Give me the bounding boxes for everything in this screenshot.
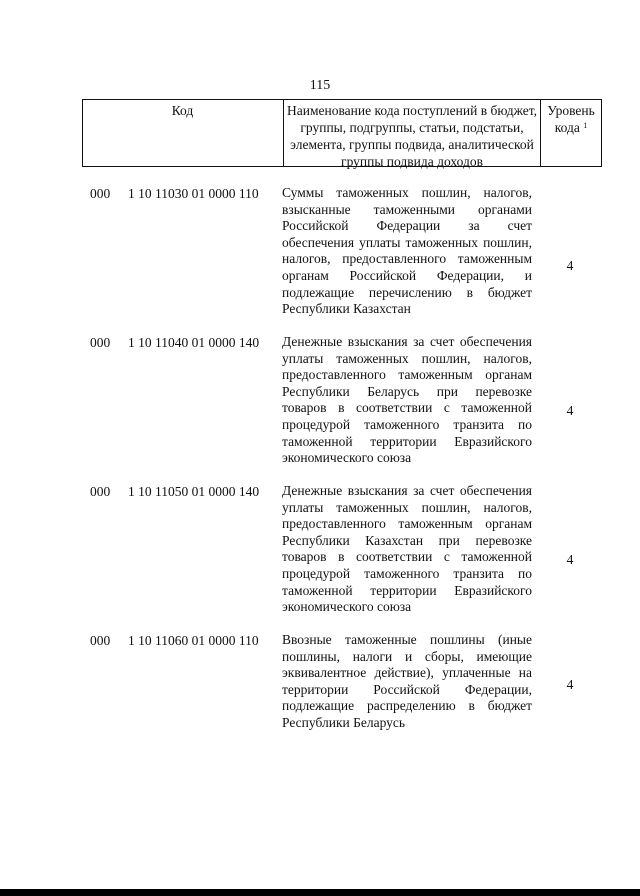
- admin-code: 000: [90, 484, 111, 499]
- scan-edge: [0, 889, 640, 896]
- code-level: 4: [566, 677, 574, 692]
- footnote-marker: 1: [583, 121, 588, 130]
- admin-code: 000: [90, 633, 111, 648]
- code-level: 4: [566, 403, 574, 418]
- table-header: [82, 99, 602, 167]
- code-level: 4: [566, 258, 574, 273]
- header-level-label: Уровень кода: [547, 103, 595, 135]
- income-name: Денежные взыскания за счет обеспечения уплаты таможенных пошлин, налогов, предоставленного таможенным органам Республики Казахстан при перевозке товаров в соответствии с таможенной процедурой таможенного транзита по таможенной территории Евразийского экономического союза: [282, 483, 532, 615]
- income-code: 1 10 11030 01 0000 110: [128, 186, 259, 201]
- code-level: 4: [566, 552, 574, 567]
- income-name: Ввозные таможенные пошлины (иные пошлины, налоги и сборы, имеющие эквивалентное действие), уплаченные на территории Российской Федерации, подлежащие распределению в бюджет Республики Беларусь: [282, 632, 532, 730]
- admin-code: 000: [90, 335, 111, 350]
- header-level: [541, 102, 601, 136]
- income-name: Денежные взыскания за счет обеспечения уплаты таможенных пошлин, налогов, предоставленного таможенным органам Республики Беларусь при перевозке товаров в соответствии с таможенной процедурой таможенного транзита по таможенной территории Евразийского экономического союза: [282, 334, 532, 466]
- header-code: Код: [171, 103, 194, 118]
- income-code: 1 10 11060 01 0000 110: [128, 633, 259, 648]
- admin-code: 000: [90, 186, 111, 201]
- header-name: Наименование кода поступлений в бюджет, группы, подгруппы, статьи, подстатьи, элемента, группы подвида, аналитической группы подвида доходов: [286, 103, 537, 169]
- income-name: Суммы таможенных пошлин, налогов, взысканные таможенными органами Российской Федерации за счет обеспечения уплаты таможенных пошлин, налогов, предоставленного таможенным органам Российской Федерации, и подлежащие перечислению в бюджет Республики Казахстан: [282, 185, 532, 317]
- column-divider: [601, 100, 602, 166]
- page-number: 115: [309, 78, 331, 93]
- income-code: 1 10 11040 01 0000 140: [128, 335, 260, 350]
- income-code: 1 10 11050 01 0000 140: [128, 484, 260, 499]
